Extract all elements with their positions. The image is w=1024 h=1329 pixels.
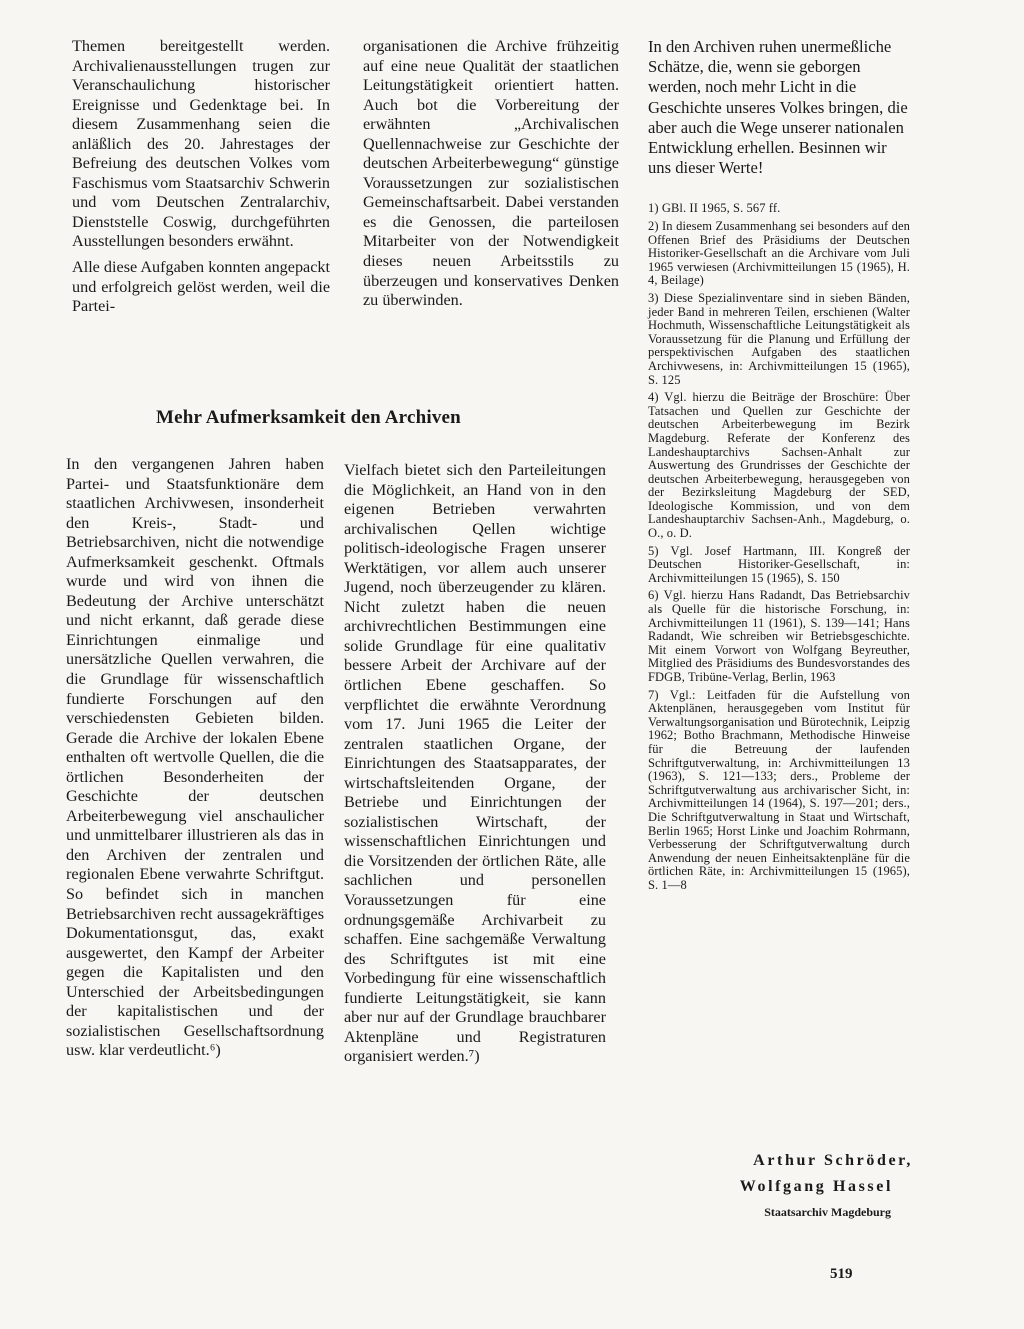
footnote: 1) GBl. II 1965, S. 567 ff. bbox=[648, 201, 781, 216]
author-name: Wolfgang Hassel bbox=[739, 1178, 893, 1195]
author-institution: Staatsarchiv Magdeburg bbox=[764, 1205, 891, 1219]
paragraph: In den vergangenen Jahren haben Partei- und Staatsfunktionäre dem staatlichen Archivwesen, insonderheit den Kreis-, Stadt- und Betriebsarchiven, nicht die notwendige Aufmerksamkeit geschenkt. Oftmals wurde und wird von ihnen die Bedeutung der Archive unterschätzt und nicht erkannt, daß gerade diese Einrichtungen einmalige und unersätzliche Quellen verwahren, die die Grundlage für wissenschaftlich fundierte Forschungen auf den verschiedensten Gebieten bilden. Gerade die Archive der lokalen Ebene enthalten oft wertvolle Quellen, die die örtlichen Besonderheiten der Geschichte der deutschen Arbeiterbewegung viel anschaulicher und unmittelbarer illustrieren als das in den Archiven der zentralen und regionalen Ebene verwahrte Schriftgut. So befindet sich in manchen Betriebsarchiven recht aussagekräftiges Dokumentationsgut, das, exakt ausgewertet, den Kampf der Arbeiter gegen die Kapitalisten und den Unterschied der Arbeitsbedingungen der kapitalistischen und der sozialistischen Gesellschaftsordnung usw. klar verdeutlicht.⁶) bbox=[66, 455, 324, 1060]
paragraph: Vielfach bietet sich den Parteileitungen die Möglichkeit, an Hand von in den eigenen Betrieben verwahrten archivalischen Qellen wichtige politisch-ideologische Fragen unserer Werktätigen, vor allem auch unserer Jugend, noch überzeugender zu klären. Nicht zuletzt haben die neuen archivrechtlichen Bestimmungen eine solide Grundlage für eine qualitativ bessere Arbeit der Archivare auf der örtlichen Ebene geschaffen. So verpflichtet die erwähnte Verordnung vom 17. Juni 1965 die Leiter der zentralen staatlichen Organe, der Einrichtungen des Staatsapparates, der wirtschaftsleitenden Organe, der Betriebe und Einrichtungen der sozialistischen Wirtschaft, der wissenschaftlichen Einrichtungen und die Vorsitzenden der örtlichen Räte, alle sachlichen und personellen Voraussetzungen für eine ordnungsgemäße Archivarbeit zu schaffen. Eine sachgemäße Verwaltung des Schriftgutes ist mit eine Vorbedingung für eine wissenschaftlich fundierte Leitungstätigkeit, sie kann aber nur auf der Grundlage brauchbarer Aktenpläne und Registraturen organisiert werden.⁷) bbox=[344, 461, 606, 1066]
closing-statement: In den Archiven ruhen unermeßliche Schätze, die, wenn sie geborgen werden, noch mehr Licht in die Geschichte unseres Volkes bringen, die aber auch die Wege unserer nationalen Entwicklung erhellen. Besinnen wir uns dieser Werte! bbox=[648, 37, 908, 178]
column-1 bbox=[72, 37, 330, 317]
column-4 bbox=[66, 455, 324, 1061]
paragraph: Alle diese Aufgaben konnten angepackt und erfolgreich gelöst werden, weil die Partei- bbox=[72, 258, 331, 316]
column-5 bbox=[344, 461, 606, 1067]
footnote: 6) Vgl. hierzu Hans Radandt, Das Betriebsarchiv als Quelle für die historische Forschung, in: Archivmitteilungen 11 (1961), S. 139—141; Hans Radandt, Wie schreiben wir Betriebsgeschichte. Mit einem Vorwort von Wolfgang Beyreuther, Mitglied des Präsidiums des Bundesvorstandes des FDGB, Tribüne-Verlag, Berlin, 1963 bbox=[648, 588, 910, 685]
footnote: 3) Diese Spezialinventare sind in sieben Bänden, jeder Band in mehreren Teilen, erschienen (Walter Hochmuth, Wissenschaftliche Leitungstätigkeit als Voraussetzung für die Planung und Erfüllung der perspektivischen Aufgaben des staatlichen Archivwesens, in: Archivmitteilungen 15 (1965), S. 125 bbox=[648, 290, 910, 387]
page-number: 519 bbox=[830, 1266, 853, 1282]
section-heading: Mehr Aufmerksamkeit den Archiven bbox=[156, 407, 461, 428]
column-2 bbox=[363, 37, 619, 311]
paragraph: organisationen die Archive frühzeitig auf eine neue Qualität der staatlichen Leitungstätigkeit orientiert hatten. Auch bot die Vorbereitung der erwähnten „Archivalischen Quellennachweise zur Geschichte der deutschen Arbeiterbewegung“ günstige Voraussetzungen zur sozialistischen Gemeinschaftsarbeit. Dabei verstanden es die Genossen, die parteilosen Mitarbeiter von der Notwendigkeit dieses neuen Arbeitsstils zu überzeugen und konservatives Denken zu überwinden. bbox=[363, 37, 619, 310]
author-name: Arthur Schröder, bbox=[753, 1152, 913, 1169]
footnote: 2) In diesem Zusammenhang sei besonders auf den Offenen Brief des Präsidiums der Deutschen Historiker-Gesellschaft an die Archivare vom Juli 1965 verwiesen (Archivmitteilungen 15 (1965), H. 4, Beilage) bbox=[648, 219, 910, 288]
column-3 bbox=[648, 37, 910, 897]
footnote: 7) Vgl.: Leitfaden für die Aufstellung von Aktenplänen, herausgegeben vom Institut für Verwaltungsorganisation und Bürotechnik, Leipzig 1962; Botho Brachmann, Methodische Hinweise für die Betreuung der laufenden Schriftgutverwaltung, in: Archivmitteilungen 13 (1963), S. 121—133; ders., Probleme der Schriftgutverwaltung aus archivarischer Sicht, in: Archivmitteilungen 14 (1964), S. 197—201; ders., Die Schriftgutverwaltung in Staat und Wirtschaft, Berlin 1965; Horst Linke und Joachim Rohrmann, Verbesserung der Schriftgutverwaltung durch Anwendung der neuen Einheitsaktenpläne für die örtlichen Räte, in: Archivmitteilungen 15 (1965), S. 1—8 bbox=[648, 687, 910, 892]
footnote: 4) Vgl. hierzu die Beiträge der Broschüre: Über Tatsachen und Quellen zur Geschichte der deutschen Arbeiterbewegung im Bezirk Magdeburg. Referate der Konferenz des Landeshauptarchivs Sachsen-Anhalt zur Auswertung des Grundrisses der Geschichte der deutschen Arbeiterbewegung, herausgegeben von der Bezirksleitung Magdeburg der SED, Ideologische Kommission, und von dem Landeshauptarchiv Sachsen-Anh., Magdeburg, o. O., o. D. bbox=[648, 390, 910, 541]
paragraph: Themen bereitgestellt werden. Archivalienausstellungen trugen zur Veranschaulichung historischer Ereignisse und Gedenktage bei. In diesem Zusammenhang seien die anläßlich des 20. Jahrestages der Befreiung des deutschen Volkes vom Faschismus vom Staatsarchiv Schwerin und vom Deutschen Zentralarchiv, Dienststelle Coswig, durchgeführten Ausstellungen besonders erwähnt. bbox=[72, 37, 330, 251]
footnote: 5) Vgl. Josef Hartmann, III. Kongreß der Deutschen Historiker-Gesellschaft, in: Archivmitteilungen 15 (1965), S. 150 bbox=[648, 543, 910, 585]
